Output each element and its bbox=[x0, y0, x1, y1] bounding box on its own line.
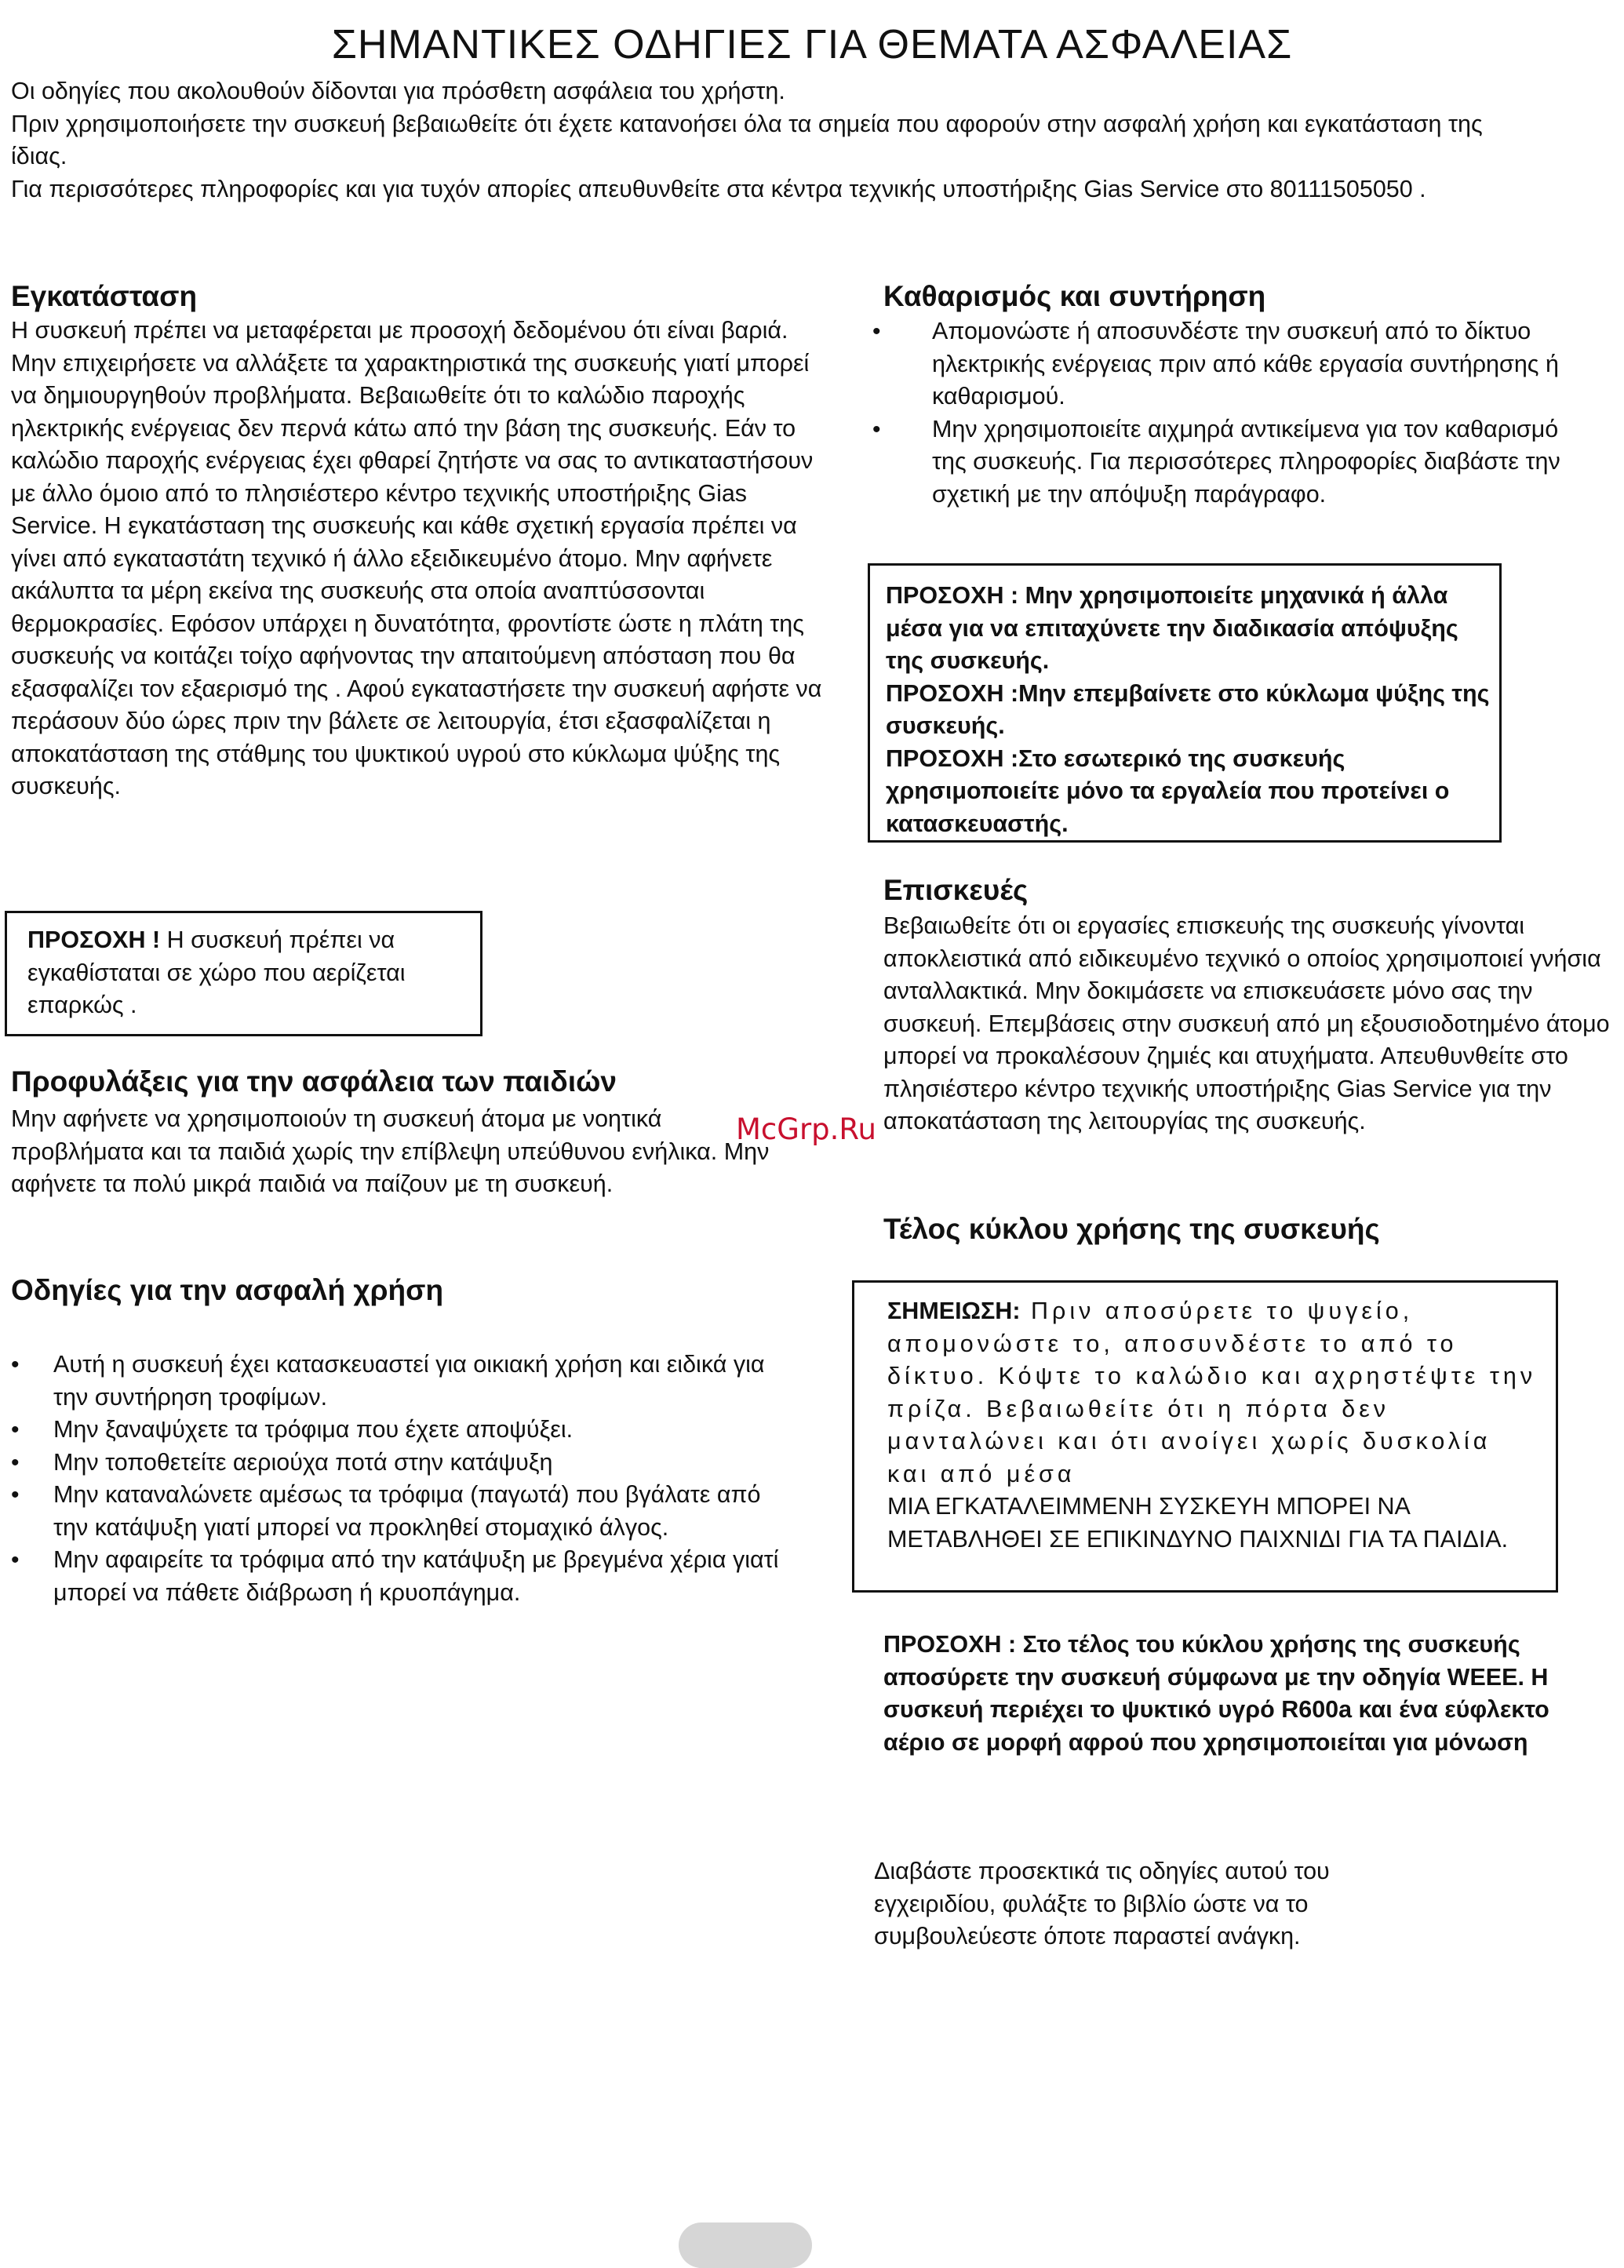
list-item: • Απομονώστε ή αποσυνδέστε την συσκευή από το δίκτυο ηλεκτρικής ενέργειας πριν από κάθε εργασία συντήρησης ή καθαρισμού. bbox=[872, 315, 1563, 413]
installation-text: Η συσκευή πρέπει να μεταφέρεται με προσοχή δεδομένου ότι είναι βαριά. Μην επιχειρήσετε να αλλάξετε τα χαρακτηριστικά της συσκευής γιατί μπορεί να δημιουργηθούν προβλήματα. Βεβαιωθείτε ότι το καλώδιο παροχής ηλεκτρικής ενέργειας δεν περνά κάτω από την βάση της συσκευής. Εάν το καλώδιο παροχής ενέργειας έχει φθαρεί ζητήστε να σας το αντικαταστήσουν με άλλο όμοιο από το πλησιέστερο κέντρο τεχνικής υποστήριξης Gias Service. Η εγκατάσταση της συσκευής και κάθε σχετική εργασία πρέπει να γίνει από εγκαταστάτη τεχνικό ή άλλο εξειδικευμένο άτομο. Μην αφήνετε ακάλυπτα τα μέρη εκείνα της συσκευής στα οποία αναπτύσσονται θερμοκρασίες. Εφόσον υπάρχει η δυνατότητα, φροντίστε ώστε η πλάτη της συσκευής να κοιτάζει τοίχο αφήνοντας την απαιτούμενη απόσταση που θα εξασφαλίζει τον εξαερισμό της . Αφού εγκαταστήσετε την συσκευή αφήστε να περάσουν δύο ώρες πριν την βάλετε σε λειτουργία, έτσι εξασφαλίζεται η αποκατάσταση της στάθμης του ψυκτικού υγρού στο κύκλωμα ψύξης της συσκευής. bbox=[11, 317, 822, 799]
warning-text: Η συσκευή πρέπει να εγκαθίσταται σε χώρο που αερίζεται επαρκώς . bbox=[27, 926, 406, 1018]
installation-warning bbox=[27, 924, 460, 1022]
repairs-heading: Επισκευές bbox=[883, 874, 1029, 906]
note-text: Πριν αποσύρετε το ψυγείο, απομονώστε το, αποσυνδέστε το από το δίκτυο. Κόψτε το καλώδιο και αχρηστέψτε την πρίζα. Βεβαιωθείτε ότι η πόρτα δεν μανταλώνει και ότι ανοίγει χωρίς δυσκολία και από μέσα bbox=[887, 1298, 1537, 1487]
installation-warning-box bbox=[5, 911, 482, 1036]
list-item: • Μην τοποθετείτε αεριούχα ποτά στην κατάψυξη bbox=[11, 1447, 784, 1480]
children-heading: Προφυλάξεις για την ασφάλεια των παιδιών bbox=[11, 1065, 617, 1098]
end-of-life-heading: Τέλος κύκλου χρήσης της συσκευής bbox=[883, 1213, 1380, 1245]
end-of-life-caution: ΠΡΟΣΟΧΗ : Στο τέλος του κύκλου χρήσης της συσκευής αποσύρετε την συσκευή σύμφωνα με την οδηγία WEEE. Η συσκευή περιέχει το ψυκτικό υγρό R600a και ένα εύφλεκτο αέριο σε μορφή αφρού που χρησιμοποιείται για μόνωση bbox=[883, 1631, 1549, 1756]
caution-line: ΠΡΟΣΟΧΗ : Μην χρησιμοποιείτε μηχανικά ή άλλα μέσα για να επιταχύνετε την διαδικασία απόψυξης της συσκευής. bbox=[886, 582, 1458, 674]
intro-line: Οι οδηγίες που ακολουθούν δίδονται για πρόσθετη ασφάλεια του χρήστη. bbox=[11, 78, 785, 104]
cleaning-heading: Καθαρισμός και συντήρηση bbox=[883, 280, 1266, 312]
end-of-life-warning-caps: ΜΙΑ ΕΓΚΑΤΑΛΕΙΜΜΕΝΗ ΣΥΣΚΕΥΗ ΜΠΟΡΕΙ ΝΑ ΜΕΤΑΒΛΗΘΕΙ ΣΕ ΕΠΙΚΙΝΔΥΝΟ ΠΑΙΧΝΙΔΙ ΓΙΑ ΤΑ ΠΑΙΔΙΑ. bbox=[887, 1493, 1509, 1553]
list-item: • Μην αφαιρείτε τα τρόφιμα από την κατάψυξη με βρεγμένα χέρια γιατί μπορεί να πάθετε διάβρωση ή κρυοπάγημα. bbox=[11, 1544, 784, 1609]
page-title: ΣΗΜΑΝΤΙΚΕΣ ΟΔΗΓΙΕΣ ΓΙΑ ΘΕΜΑΤΑ ΑΣΦΑΛΕΙΑΣ bbox=[331, 21, 1293, 67]
closing-text: Διαβάστε προσεκτικά τις οδηγίες αυτού του εγχειριδίου, φυλάξτε το βιβλίο ώστε να το συμβουλεύεστε όποτε παραστεί ανάγκη. bbox=[874, 1858, 1330, 1949]
page-number-badge bbox=[679, 2222, 812, 2268]
intro bbox=[11, 75, 1525, 206]
caution-line: ΠΡΟΣΟΧΗ :Στο εσωτερικό της συσκευής χρησιμοποιείτε μόνο τα εργαλεία που προτείνει ο κατασκευαστής. bbox=[886, 744, 1450, 837]
list-item: • Αυτή η συσκευή έχει κατασκευαστεί για οικιακή χρήση και ειδικά για την συντήρηση τροφίμων. bbox=[11, 1349, 784, 1414]
caution-line: ΠΡΟΣΟΧΗ :Μην επεμβαίνετε στο κύκλωμα ψύξης της συσκευής. bbox=[886, 679, 1490, 739]
caution-box bbox=[868, 563, 1502, 843]
cleaning-list bbox=[872, 315, 1563, 511]
warning-label: ΠΡΟΣΟΧΗ ! bbox=[27, 926, 161, 953]
end-of-life-note bbox=[887, 1295, 1540, 1491]
list-item: • Μην καταναλώνετε αμέσως τα τρόφιμα (παγωτά) που βγάλατε από την κατάψυξη γιατί μπορεί να προκληθεί στομαχικό άλγος. bbox=[11, 1479, 784, 1544]
note-label: ΣΗΜΕΙΩΣΗ: bbox=[887, 1298, 1021, 1324]
safe-use-heading: Οδηγίες για την ασφαλή χρήση bbox=[11, 1274, 444, 1306]
children-text: Μην αφήνετε να χρησιμοποιούν τη συσκευή άτομα με νοητικά προβλήματα και τα παιδιά χωρίς την επίβλεψη υπεύθυνου ενήλικα. Μην αφήνετε τα πολύ μικρά παιδιά να παίζουν με τη συσκευή. bbox=[11, 1105, 770, 1197]
intro-line: Πριν χρησιμοποιήσετε την συσκευή βεβαιωθείτε ότι έχετε κατανοήσει όλα τα σημεία που αφορούν στην ασφαλή χρήση και εγκατάσταση της ίδιας. bbox=[11, 110, 1483, 169]
installation-heading: Εγκατάσταση bbox=[11, 280, 198, 312]
watermark: McGrp.Ru bbox=[736, 1112, 876, 1146]
list-item: • Μην χρησιμοποιείτε αιχμηρά αντικείμενα για τον καθαρισμό της συσκευής. Για περισσότερες πληροφορίες διαβάστε την σχετική με την απόψυξη παράγραφο. bbox=[872, 413, 1563, 511]
intro-line: Για περισσότερες πληροφορίες και για τυχόν απορίες απευθυνθείτε στα κέντρα τεχνικής υποστήριξης Gias Service στο 80111505050 . bbox=[11, 175, 1426, 202]
end-of-life-note-box bbox=[852, 1280, 1558, 1593]
list-item: • Μην ξαναψύχετε τα τρόφιμα που έχετε αποψύξει. bbox=[11, 1414, 784, 1447]
safe-use-list bbox=[11, 1349, 784, 1609]
repairs-text: Βεβαιωθείτε ότι οι εργασίες επισκευής της συσκευής γίνονται αποκλειστικά από ειδικευμένο τεχνικό ο οποίος χρησιμοποιεί γνήσια ανταλλακτικά. Μην δοκιμάσετε να επισκευάσετε μόνο σας την συσκευή. Επεμβάσεις στην συσκευή από μη εξουσιοδοτημένο άτομο μπορεί να προκαλέσουν ζημιές και ατυχήματα. Απευθυνθείτε στο πλησιέστερο κέντρο τεχνικής υποστήριξης Gias Service για την αποκατάσταση της λειτουργίας της συσκευής. bbox=[883, 912, 1610, 1134]
